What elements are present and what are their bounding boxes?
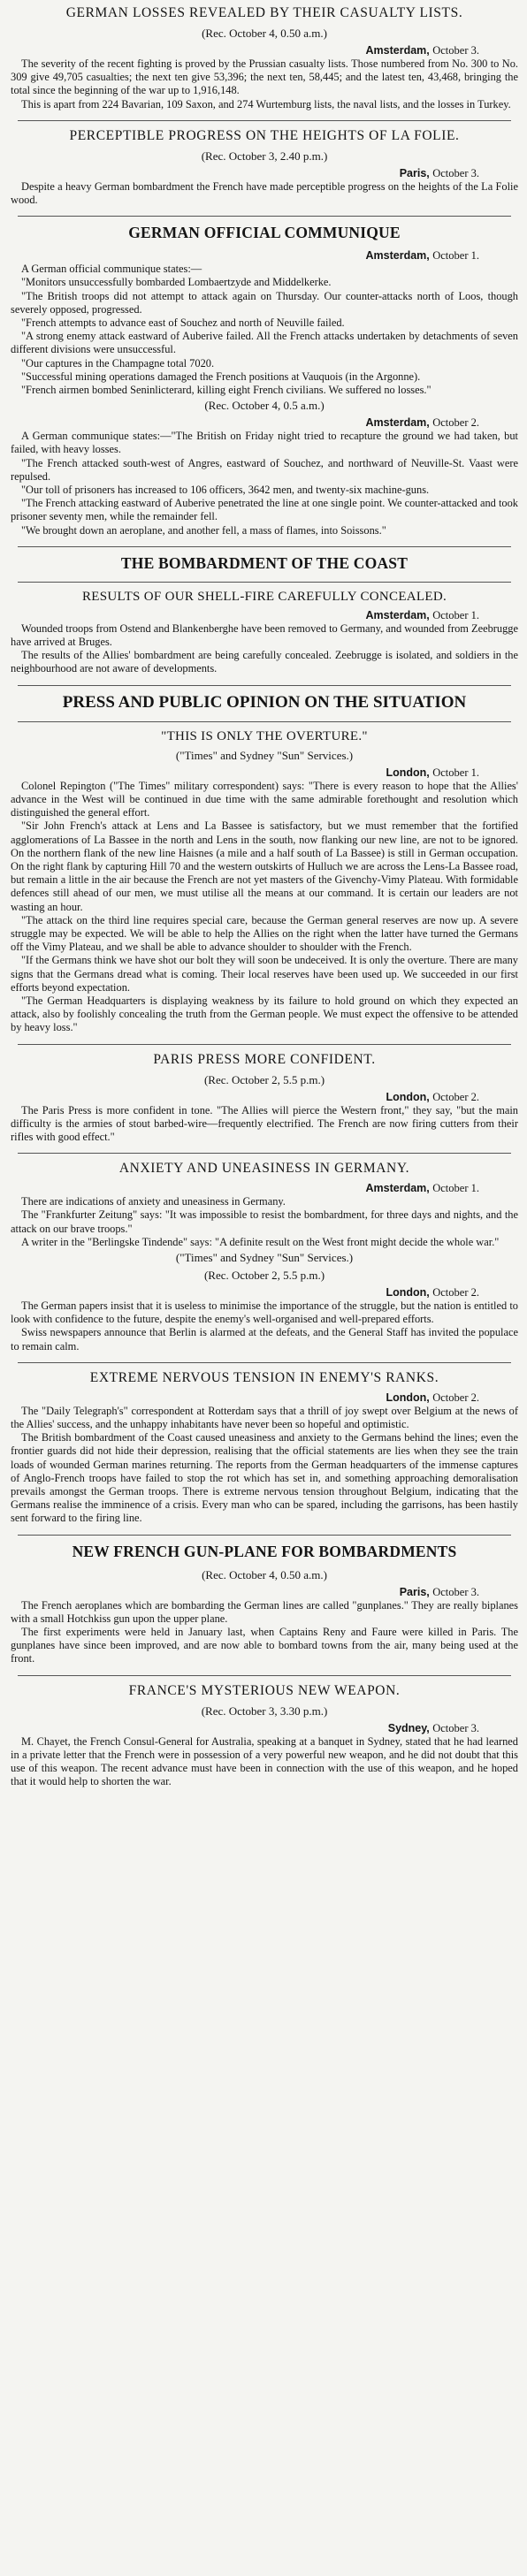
paragraph: "The British troops did not attempt to attack again on Thursday. Our counter-attacks north of Loos, though severely opposed, progressed. (11, 289, 518, 316)
headline: GERMAN OFFICIAL COMMUNIQUE (128, 224, 401, 242)
paragraph: Wounded troops from Ostend and Blankenberghe have been removed to Germany, and wounded from Zeebrugge have arrived at Bruges. (11, 621, 518, 649)
place-line (11, 249, 479, 263)
place-date: October 3. (432, 44, 479, 57)
place-line (11, 609, 479, 622)
dateline: (Rec. October 3, 2.40 p.m.) (201, 149, 328, 163)
place-date: October 1. (432, 766, 479, 779)
place-line (11, 1722, 479, 1735)
divider (18, 1535, 511, 1536)
paragraph: Swiss newspapers announce that Berlin is alarmed at the defeats, and the General Staff has invited the populace to remain calm. (11, 1326, 518, 1353)
place-date: October 2. (432, 1285, 479, 1299)
dateline: (Rec. October 3, 3.30 p.m.) (201, 1703, 328, 1718)
paragraph: A German official communique states:— (21, 263, 202, 276)
paragraph: "The German Headquarters is displaying weakness by its failure to hold ground on which they expected an attack, also by foolishly concealing the truth from the German people. We must expect the offensive to be attended by heavy loss." (11, 994, 518, 1034)
headline: GERMAN LOSSES REVEALED BY THEIR CASUALTY LISTS. (65, 5, 463, 20)
paragraph: The "Daily Telegraph's" correspondent at Rotterdam says that a thrill of joy swept over Belgium at the news of the Allies' success, and the unhappy inhabitants have never been so hopeful and optimistic. (11, 1404, 518, 1430)
headline: PERCEPTIBLE PROGRESS ON THE HEIGHTS OF LA FOLIE. (69, 127, 460, 143)
place-date: October 1. (432, 608, 479, 621)
divider (18, 1362, 511, 1363)
place-name: London, (386, 766, 430, 779)
paragraph: The results of the Allies' bombardment are being carefully concealed. Zeebrugge is isolated, and soldiers in the neighbourhood are not aware of developments. (11, 649, 518, 675)
headline: NEW FRENCH GUN-PLANE FOR BOMBARDMENTS (72, 1542, 457, 1560)
place-date: October 3. (432, 1585, 479, 1598)
place-date: October 1. (432, 1182, 479, 1195)
place-date: October 3. (432, 1721, 479, 1734)
article-gun-plane (11, 1543, 518, 1666)
paragraph: "Our toll of prisoners has increased to 106 officers, 3642 men, and twenty-six machine-guns. (21, 484, 430, 497)
place-name: London, (386, 1285, 430, 1299)
dateline: (Rec. October 2, 5.5 p.m.) (203, 1268, 325, 1282)
paragraph: "If the Germans think we have shot our bolt they will soon be undeceived. It is only the overture. There are many signs that the Germans dread what is coming. Their local reserves have been used up. We succeeded in our first efforts beyond expectation. (11, 954, 518, 994)
divider (18, 216, 511, 217)
dateline: ("Times" and Sydney "Sun" Services.) (175, 748, 354, 762)
article-la-folie (11, 128, 518, 207)
paragraph: The "Frankfurter Zeitung" says: "It was impossible to resist the bombardment, for three days and nights, and the attack on our brave troops." (11, 1208, 518, 1235)
place-date: October 2. (432, 416, 479, 430)
divider (18, 582, 511, 583)
dateline: (Rec. October 4, 0.50 a.m.) (202, 27, 327, 40)
paragraph: The first experiments were held in January last, when Captains Reny and Faure were killed in Paris. The gunplanes have since been improved, and are now able to bombard towns from the air, many being used at the front. (11, 1626, 518, 1665)
paragraph: "Successful mining operations damaged the French positions at Vauquois (in the Argonne). (21, 370, 421, 383)
article-german-losses (11, 5, 518, 111)
article-anxiety-germany (11, 1161, 518, 1353)
place-line (11, 416, 479, 430)
paragraph: A writer in the "Berlingske Tindende" says: "A definite result on the West front might decide the whole war." (21, 1235, 500, 1248)
paragraph: The severity of the recent fighting is proved by the Prussian casualty lists. Those numbered from No. 300 to No. 309 give 49,705 casualties; the next ten give 53,396; the next ten, 58,445; and the latest ten, 43,468, bringing the total since the beginning of the war up to 1,916,148. (11, 57, 518, 97)
headline: PARIS PRESS MORE CONFIDENT. (153, 1051, 376, 1067)
paragraph: The British bombardment of the Coast caused uneasiness and anxiety to the Germans behind the lines; even the frontier guards did not hide their depression, realising that the official statements are lies when they see the train loads of wounded German marines returning. The reports from the German headquarters of the immense captures of Anglo-French troops have failed to stop the rot which has set in, and something approaching demoralisation prevails amongst the German troops. There is extreme nervous tension throughout Belgium, indicating that the Germans realise the imminence of a crisis. Every man who can be spared, including the garrisons, has been hastily sent forward to the firing line. (11, 1431, 518, 1525)
dateline: (Rec. October 4, 0.50 a.m.) (202, 1567, 327, 1581)
divider (18, 721, 511, 722)
place-line (11, 766, 479, 780)
paragraph: "Our captures in the Champagne total 7020. (21, 356, 215, 370)
place-line (11, 1391, 479, 1405)
paragraph: A German communique states:—"The British on Friday night tried to recapture the ground we had taken, but failed, with heavy losses. (11, 430, 518, 456)
place-line (11, 1586, 479, 1599)
paragraph: "Monitors unsuccessfully bombarded Lombaertzyde and Middelkerke. (21, 276, 332, 289)
place-name: London, (386, 1090, 430, 1103)
divider (18, 1675, 511, 1676)
paragraph: M. Chayet, the French Consul-General for Australia, speaking at a banquet in Sydney, stated that he had learned in a private letter that the French were in possession of a very powerful new weapon, and he did not doubt that this use of this weapon. The recent advance must have been in connection with the use of this weapon, and he hoped that it would help to shorten the war. (11, 1734, 518, 1788)
divider (18, 546, 511, 547)
place-line (11, 167, 479, 180)
headline: ANXIETY AND UNEASINESS IN GERMANY. (118, 1161, 410, 1177)
article-press-opinion (11, 693, 518, 1035)
subheadline: RESULTS OF OUR SHELL-FIRE CAREFULLY CONCEALED. (81, 589, 447, 604)
paragraph: "The French attacking eastward of Auberive penetrated the line at one single point. We counter-attacked and took prisoner seventy men, while the remainder fell. (11, 497, 518, 523)
article-bombardment-coast (11, 554, 518, 676)
paragraph: "French attempts to advance east of Souchez and north of Neuville failed. (21, 316, 345, 330)
paragraph: "Sir John French's attack at Lens and La Bassee is satisfactory, but we must remember that the fortified agglomerations of La Bassee in the north and Lens in the south, now flanking our new line, are not to be ignored. On the northern flank of the new line Haisnes (a mile and a half south of La Bassee) is still in German occupation. On the right flank by capturing Hill 70 and the western outskirts of Hulluch we are across the Lens-La Bassee road, but remain a little in the air because the French are not yet masters of the Givenchy-Vimy Plateau. With formidable defences still ahead of our men, we must utilise all the means at our command. It is certain our leaders are not wasting an hour. (11, 819, 518, 913)
place-line (11, 1182, 479, 1195)
place-name: Amsterdam, (365, 416, 430, 430)
paragraph: "The French attacked south-west of Angres, eastward of Souchez, and northward of Neuville-St. Vaast were repulsed. (11, 456, 518, 483)
place-name: Amsterdam, (365, 1182, 430, 1195)
divider (18, 1044, 511, 1045)
headline: FRANCE'S MYSTERIOUS NEW WEAPON. (128, 1682, 401, 1698)
dateline: (Rec. October 2, 5.5 p.m.) (203, 1072, 325, 1086)
paragraph: The Paris Press is more confident in tone. "The Allies will pierce the Western front," they say, "but the main difficulty is the armies of stout barbed-wire—frequently electrified. The French are now firing cutters from their rifles with good effect." (11, 1103, 518, 1143)
paragraph: This is apart from 224 Bavarian, 109 Saxon, and 274 Wurtemburg lists, the naval lists, and the losses in Turkey. (21, 97, 511, 111)
place-date: October 1. (432, 249, 479, 263)
paragraph: Colonel Repington ("The Times" military correspondent) says: "There is every reason to hope that the Allies' advance in the West will be continued in due time with the same admirable forethought and resolution which distinguished the general effort. (11, 779, 518, 819)
place-name: Sydney, (387, 1721, 430, 1734)
place-name: Amsterdam, (365, 608, 430, 621)
paragraph: "French airmen bombed Seninlicterard, killing eight French civilians. We suffered no losses." (21, 384, 432, 397)
paragraph: "A strong enemy attack eastward of Auberive failed. All the French attacks undertaken by detachments of seven different divisions were unsuccessful. (11, 330, 518, 356)
divider (18, 1153, 511, 1154)
headline: THE BOMBARDMENT OF THE COAST (120, 553, 409, 572)
article-nervous-tension (11, 1370, 518, 1526)
divider (18, 120, 511, 121)
subheadline: "THIS IS ONLY THE OVERTURE." (161, 728, 368, 743)
headline: PRESS AND PUBLIC OPINION ON THE SITUATION (62, 692, 467, 712)
dateline: ("Times" and Sydney "Sun" Services.) (175, 1250, 354, 1264)
place-date: October 2. (432, 1090, 479, 1103)
place-name: Paris, (399, 166, 430, 179)
place-name: Paris, (399, 1585, 430, 1598)
place-name: Amsterdam, (365, 44, 430, 57)
place-line (11, 44, 479, 57)
paragraph: Despite a heavy German bombardment the French have made perceptible progress on the heights of the La Folie wood. (11, 179, 518, 207)
place-name: Amsterdam, (365, 249, 430, 263)
article-german-communique (11, 224, 518, 537)
paragraph: "The attack on the third line requires special care, because the German general reserves are now up. A severe struggle may be expected. We will be able to help the Allies on the right when the latter have turned the Germans off the Vimy Plateau, and we shall be able to advance shoulder to shoulder with the French. (11, 913, 518, 954)
paragraph: The German papers insist that it is useless to minimise the importance of the struggle, but the nation is entitled to look with confidence to the future, despite the enemy's well-organised and well-prepared efforts. (11, 1299, 518, 1326)
place-date: October 3. (432, 166, 479, 179)
paragraph: "We brought down an aeroplane, and another fell, a mass of flames, into Soissons." (21, 523, 386, 537)
paragraph: There are indications of anxiety and uneasiness in Germany. (21, 1195, 286, 1208)
article-paris-press (11, 1052, 518, 1145)
paragraph: The French aeroplanes which are bombarding the German lines are called "gunplanes." They are really biplanes with a small Hotchkiss gun upon the upper plane. (11, 1598, 518, 1625)
place-name: London, (386, 1391, 430, 1404)
place-date: October 2. (432, 1391, 479, 1404)
place-line (11, 1286, 479, 1299)
article-mysterious-weapon (11, 1683, 518, 1789)
divider (18, 685, 511, 686)
headline: EXTREME NERVOUS TENSION IN ENEMY'S RANKS. (89, 1369, 439, 1385)
place-line (11, 1091, 479, 1104)
dateline: (Rec. October 4, 0.5 a.m.) (204, 399, 325, 413)
